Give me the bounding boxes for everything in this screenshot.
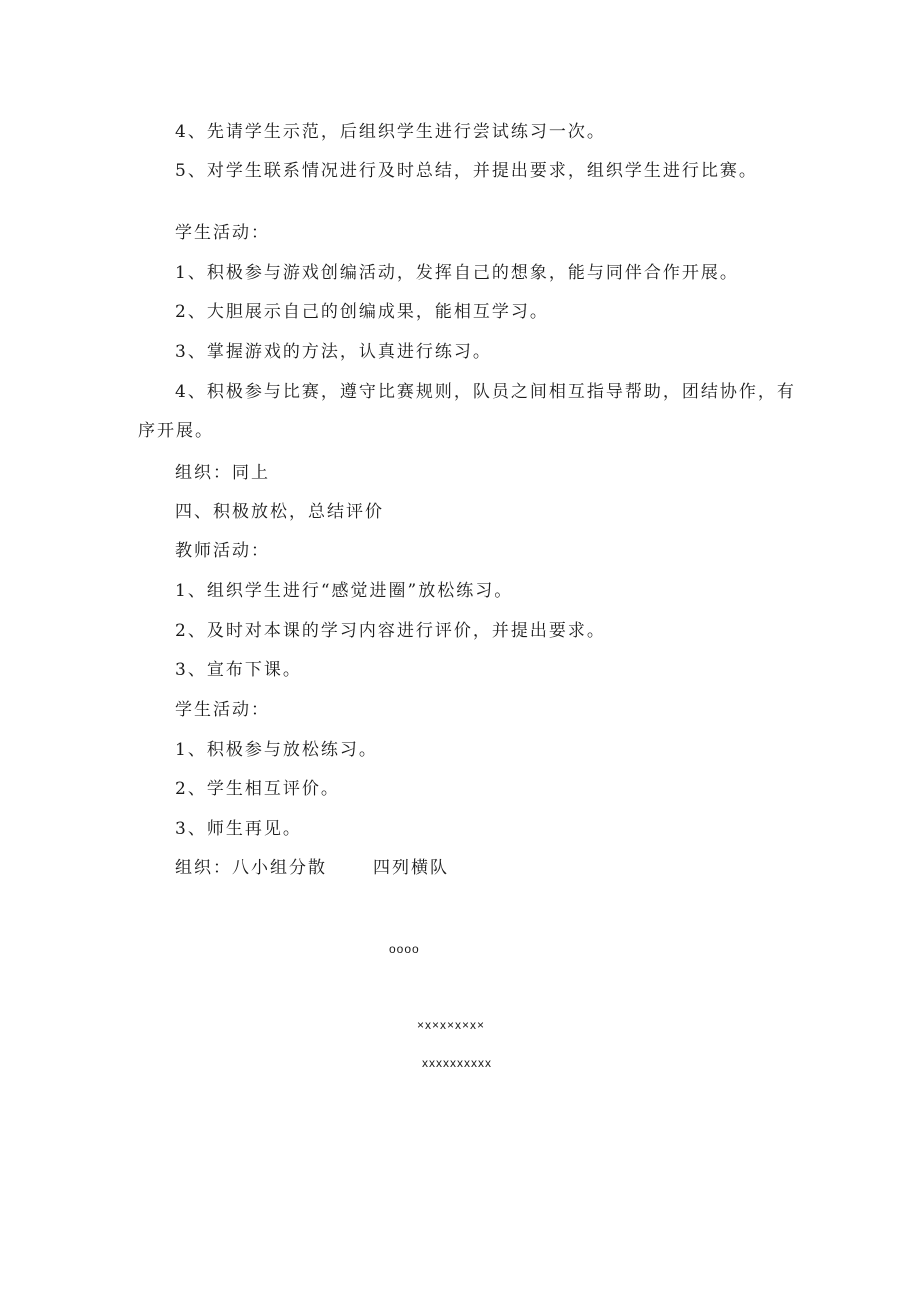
organization-groups: 组织：八小组分散 (175, 858, 327, 878)
student-step-4-line2: 序开展。 (138, 421, 214, 441)
organization-same: 组织：同上 (175, 463, 270, 483)
student-step-3: 3、掌握游戏的方法，认真进行练习。 (175, 342, 492, 362)
student-activity-heading-2: 学生活动： (175, 700, 270, 720)
student-step-1: 1、积极参与游戏创编活动，发挥自己的想象，能与同伴合作开展。 (175, 263, 739, 283)
student-relax-step-3: 3、师生再见。 (175, 819, 302, 839)
teacher-relax-step-2: 2、及时对本课的学习内容进行评价，并提出要求。 (175, 621, 606, 641)
student-activity-heading-1: 学生活动： (175, 223, 270, 243)
formation-teacher-row: oooo (389, 942, 420, 956)
student-step-4-line1: 4、积极参与比赛，遵守比赛规则，队员之间相互指导帮助，团结协作，有 (175, 382, 796, 402)
teacher-step-4: 4、先请学生示范，后组织学生进行尝试练习一次。 (175, 122, 606, 142)
formation-student-row-1: ×x×x×x×x× (417, 1018, 486, 1032)
section-four-heading: 四、积极放松，总结评价 (175, 502, 384, 522)
teacher-activity-heading: 教师活动： (175, 541, 270, 561)
student-relax-step-2: 2、学生相互评价。 (175, 779, 340, 799)
teacher-relax-step-1: 1、组织学生进行“感觉进圈”放松练习。 (175, 581, 514, 601)
teacher-step-5: 5、对学生联系情况进行及时总结，并提出要求，组织学生进行比赛。 (175, 161, 758, 181)
student-step-2: 2、大胆展示自己的创编成果，能相互学习。 (175, 302, 549, 322)
organization-formation: 四列横队 (373, 858, 449, 878)
formation-student-row-2: xxxxxxxxxx (422, 1056, 492, 1070)
teacher-relax-step-3: 3、宣布下课。 (175, 660, 302, 680)
student-relax-step-1: 1、积极参与放松练习。 (175, 740, 378, 760)
